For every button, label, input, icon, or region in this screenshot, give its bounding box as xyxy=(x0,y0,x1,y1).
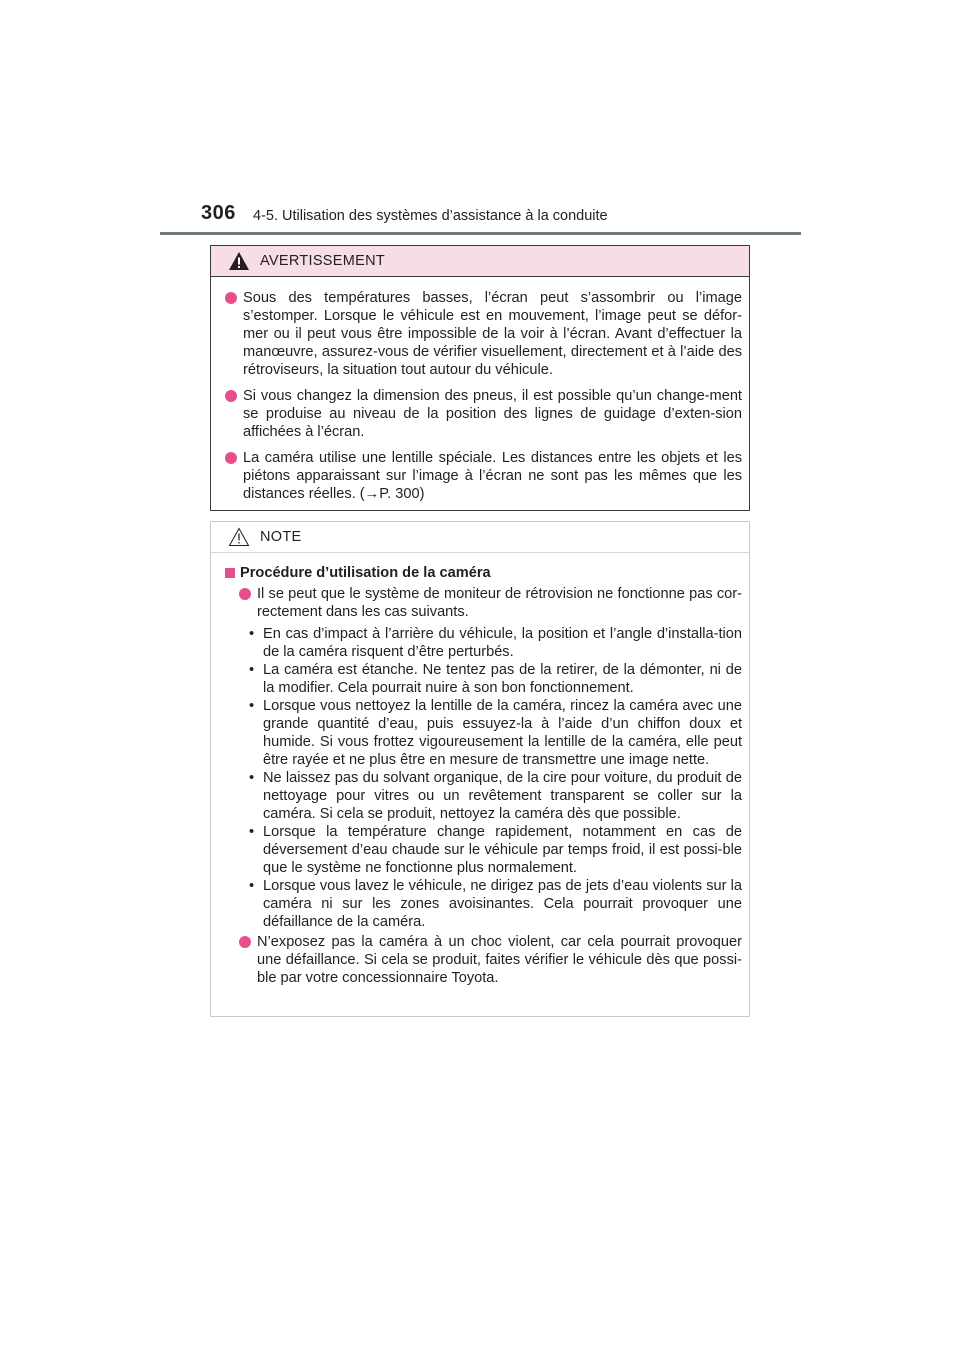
warning-triangle-filled-icon xyxy=(228,251,250,271)
note-sub-item-text: Ne laissez pas du solvant organique, de la cire pour voiture, du produit de nettoyage pour vitres ou un revêtement transparent se coller sur la caméra. Si cela se produit, nettoyez la caméra dès que possible. xyxy=(263,770,742,822)
note-subheading-text: Procédure d’utilisation de la caméra xyxy=(240,565,491,581)
note-item-text: N’exposez pas la caméra à un choc violent, car cela pourrait provoquer une défaillance. Si cela se produit, faites vérifier le véhicule dès que possi-ble par votre concessionnaire Toyota. xyxy=(257,934,742,986)
note-sub-item-text: Lorsque vous nettoyez la lentille de la caméra, rincez la caméra avec une grande quantité d’eau, puis essuyez-la à l’aide d’un chiffon doux et humide. Si vous frottez vigoureusement la lentille de la caméra, elle peut être rayée et ne plus être en mesure de transmettre une image nette. xyxy=(263,698,742,768)
bullet-dot-icon xyxy=(225,390,237,402)
small-bullet-icon: • xyxy=(249,626,255,642)
bullet-dot-icon xyxy=(239,588,251,600)
square-bullet-icon xyxy=(225,568,235,578)
note-sub-item xyxy=(249,661,742,697)
header-rule xyxy=(160,232,801,235)
section-title: 4-5. Utilisation des systèmes d’assistance à la conduite xyxy=(253,208,608,224)
bullet-dot-icon xyxy=(239,936,251,948)
note-item xyxy=(225,933,742,987)
note-title: NOTE xyxy=(260,529,302,545)
bullet-dot-icon xyxy=(225,292,237,304)
warning-item-text: Sous des températures basses, l’écran peut s’assombrir ou l’image s’estomper. Lorsque le véhicule est en mouvement, l’image peut se défor-mer ou il peut vous être impossible de la voir à l’écran. Avant d’effectuer la manœuvre, assurez-vous de vérifier visuellement, directement et à l’aide des rétroviseurs, la situation tout autour du véhicule. xyxy=(243,290,742,378)
note-sub-list xyxy=(225,625,742,931)
warning-item-text: Si vous changez la dimension des pneus, il est possible qu’un change-ment se produise au niveau de la position des lignes de guidage d’exten-sion affichées à l’écran. xyxy=(243,388,742,440)
warning-title: AVERTISSEMENT xyxy=(260,253,386,269)
small-bullet-icon: • xyxy=(249,698,255,714)
note-item-text: Il se peut que le système de moniteur de rétrovision ne fonctionne pas cor-rectement dans les cas suivants. xyxy=(257,586,742,620)
small-bullet-icon: • xyxy=(249,770,255,786)
warning-header xyxy=(211,246,749,277)
warning-item-text: La caméra utilise une lentille spéciale. Les distances entre les objets et les piétons apparaissant sur l’image à l’écran ne sont pas les mêmes que les distances réelles. (→P. 300) xyxy=(243,450,742,502)
warning-content xyxy=(211,277,749,503)
note-content xyxy=(211,553,749,987)
page-number: 306 xyxy=(201,202,236,224)
note-box xyxy=(210,521,750,1017)
bullet-dot-icon xyxy=(225,452,237,464)
note-subheading xyxy=(225,564,742,582)
small-bullet-icon: • xyxy=(249,878,255,894)
note-sub-item-text: Lorsque vous lavez le véhicule, ne dirigez pas de jets d’eau violents sur la caméra ni sur les zones avoisinantes. Cela pourrait provoquer une défaillance de la caméra. xyxy=(263,878,742,930)
small-bullet-icon: • xyxy=(249,662,255,678)
note-sub-item xyxy=(249,697,742,769)
warning-item xyxy=(225,449,742,503)
note-item xyxy=(225,585,742,621)
note-sub-item xyxy=(249,823,742,877)
warning-item xyxy=(225,289,742,379)
small-bullet-icon: • xyxy=(249,824,255,840)
warning-item xyxy=(225,387,742,441)
note-header xyxy=(211,522,749,553)
note-sub-item-text: En cas d’impact à l’arrière du véhicule, la position et l’angle d’installa-tion de la caméra risquent d’être perturbés. xyxy=(263,626,742,660)
note-sub-item-text: La caméra est étanche. Ne tentez pas de la retirer, de la démonter, ni de la modifier. Cela pourrait nuire à son bon fonctionnement. xyxy=(263,662,742,696)
warning-triangle-outline-icon xyxy=(228,527,250,547)
warning-box xyxy=(210,245,750,511)
note-sub-item xyxy=(249,769,742,823)
note-sub-item xyxy=(249,625,742,661)
note-sub-item-text: Lorsque la température change rapidement, notamment en cas de déversement d’eau chaude sur le véhicule par temps froid, il est possi-ble que le système ne fonctionne plus normalement. xyxy=(263,824,742,876)
note-sub-item xyxy=(249,877,742,931)
page-header xyxy=(0,0,960,240)
